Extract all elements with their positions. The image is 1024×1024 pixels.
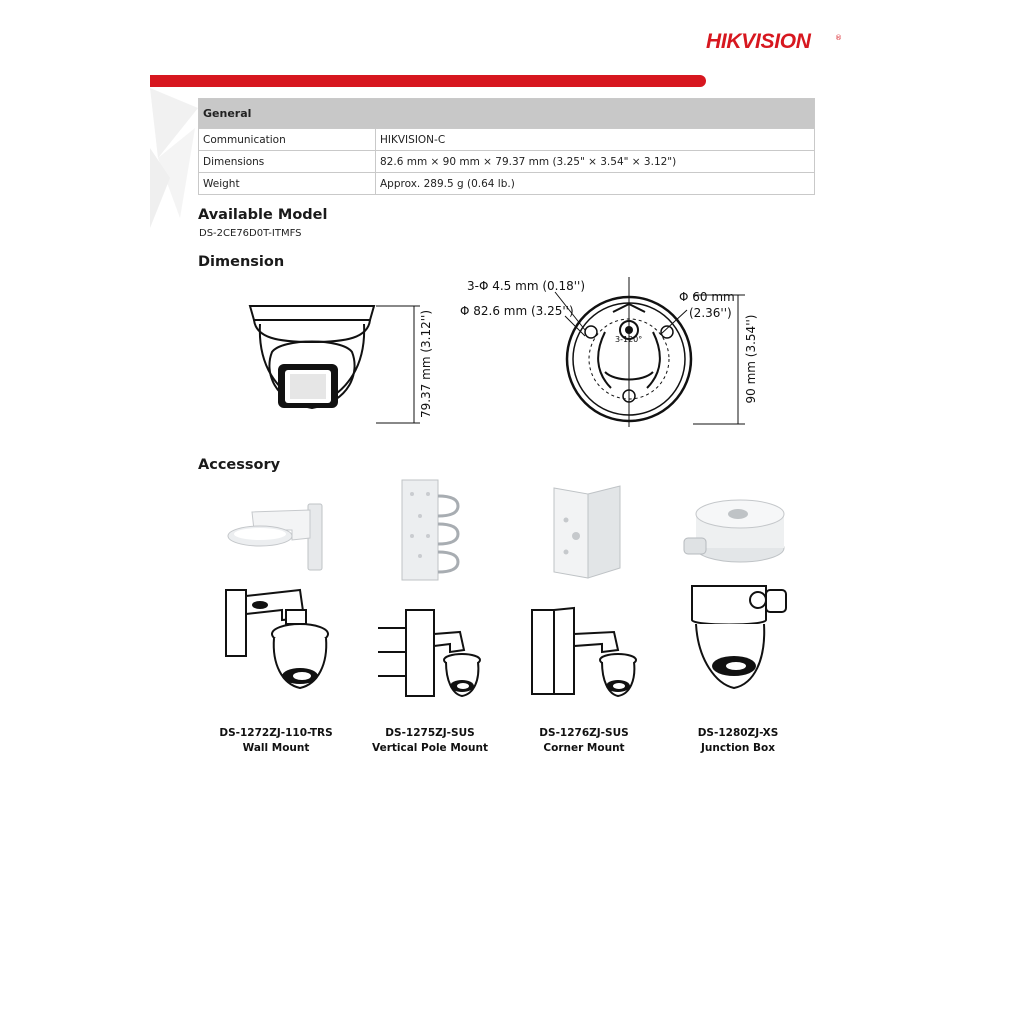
table-header-general: General <box>199 99 815 129</box>
row-value: Approx. 289.5 g (0.64 lb.) <box>376 173 815 195</box>
wall-mount-photo <box>222 494 326 576</box>
hikvision-logo: HIKVISION ® <box>706 30 842 53</box>
table-row <box>199 173 815 195</box>
row-value: 82.6 mm × 90 mm × 79.37 mm (3.25" × 3.54" × 3.12") <box>376 151 815 173</box>
holes-label: 3-Φ 4.5 mm (0.18'') <box>467 279 585 293</box>
accessory-heading: Accessory <box>198 457 281 473</box>
base-diameter-label: Φ 82.6 mm (3.25'') <box>460 304 574 318</box>
accessory-name: Corner Mount <box>543 742 625 754</box>
inner-diameter-label: Φ 60 mm <box>679 290 735 304</box>
accessory-caption-wall-mount <box>196 726 356 756</box>
accessory-caption-junction-box <box>658 726 818 756</box>
header-red-bar <box>150 75 706 87</box>
registered-mark-icon: ® <box>835 34 842 42</box>
camera-top-view-drawing <box>455 272 765 432</box>
junction-box-photo <box>682 492 788 572</box>
row-label: Dimensions <box>199 151 376 173</box>
accessory-model: DS-1280ZJ-XS <box>697 727 779 739</box>
accessory-model: DS-1276ZJ-SUS <box>539 727 629 739</box>
row-label: Weight <box>199 173 376 195</box>
available-model-heading: Available Model <box>198 207 328 223</box>
side-height-label: 79.37 mm (3.12'') <box>419 309 433 419</box>
accessory-name: Vertical Pole Mount <box>372 742 488 754</box>
table-header-row <box>199 99 815 129</box>
wall-mount-drawing <box>224 584 332 696</box>
inner-diameter-inch-label: (2.36'') <box>689 306 732 320</box>
general-spec-table <box>198 98 815 195</box>
dimension-heading: Dimension <box>198 254 285 270</box>
table-row <box>199 129 815 151</box>
corner-mount-photo <box>544 480 628 580</box>
angle-label: 3-120° <box>615 335 643 344</box>
table-row <box>199 151 815 173</box>
accessory-caption-vertical-pole-mount <box>350 726 510 756</box>
accessory-name: Wall Mount <box>242 742 310 754</box>
row-value: HIKVISION-C <box>376 129 815 151</box>
accessory-caption-corner-mount <box>504 726 664 756</box>
junction-box-drawing <box>684 580 794 692</box>
accessory-name: Junction Box <box>700 742 776 754</box>
camera-side-view-drawing <box>238 298 443 428</box>
accessory-model: DS-1275ZJ-SUS <box>385 727 475 739</box>
top-height-label: 90 mm (3.54'') <box>744 314 758 404</box>
vertical-pole-mount-photo <box>392 476 472 584</box>
row-label: Communication <box>199 129 376 151</box>
vertical-pole-mount-drawing <box>376 604 484 700</box>
model-number: DS-2CE76D0T-ITMFS <box>199 228 302 239</box>
accessory-model: DS-1272ZJ-110-TRS <box>219 727 333 739</box>
corner-mount-drawing <box>528 604 638 700</box>
